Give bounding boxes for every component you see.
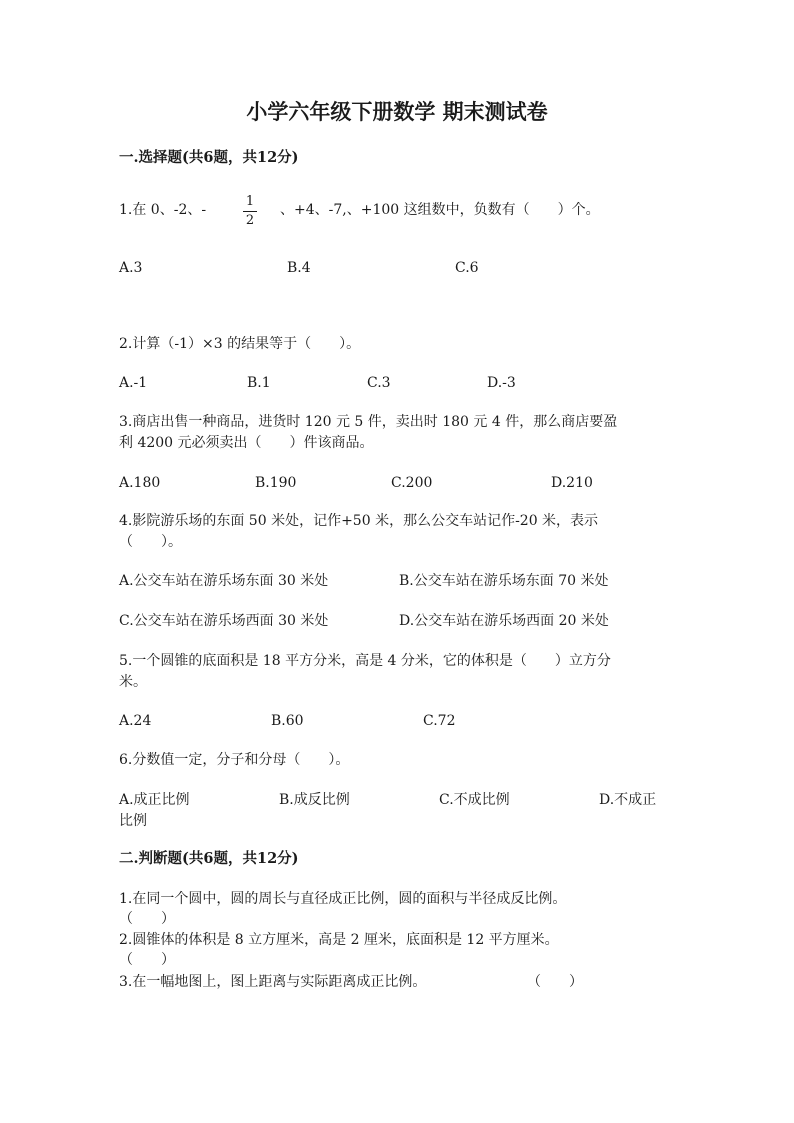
q1-option-b: B.4: [287, 260, 311, 276]
q3-option-d: D.210: [551, 475, 593, 491]
tf-question-2-blank: （ ）: [119, 952, 175, 968]
q2-option-b: B.1: [247, 375, 271, 391]
q2-option-a: A.-1: [119, 375, 148, 391]
q5-option-c: C.72: [423, 713, 456, 729]
q6-option-d-wrap: 比例: [119, 813, 147, 829]
q3-option-a: A.180: [119, 475, 161, 491]
q6-option-d: D.不成正: [599, 792, 657, 808]
section-heading-true-false: 二.判断题(共6题，共12分): [119, 850, 299, 867]
page-title: 小学六年级下册数学 期末测试卷: [246, 99, 548, 124]
question-5-stem-line2: 米。: [119, 674, 147, 690]
q4-option-c: C.公交车站在游乐场西面 30 米处: [119, 613, 329, 629]
question-2-stem: 2.计算（-1）×3 的结果等于（ ）。: [119, 336, 361, 352]
q4-option-a: A.公交车站在游乐场东面 30 米处: [119, 573, 329, 589]
q2-option-d: D.-3: [487, 375, 516, 391]
question-1-stem-cont: 、+4、-7,、+100 这组数中，负数有（ ）个。: [280, 202, 600, 218]
q1-option-a: A.3: [119, 260, 143, 276]
q1-option-c: C.6: [455, 260, 479, 276]
fraction-one-half: [242, 195, 258, 228]
fraction-numerator: 1: [245, 194, 255, 209]
q6-option-b: B.成反比例: [279, 792, 350, 808]
q2-option-c: C.3: [367, 375, 391, 391]
q4-option-b: B.公交车站在游乐场东面 70 米处: [399, 573, 609, 589]
question-5-stem-line1: 5.一个圆锥的底面积是 18 平方分米，高是 4 分米，它的体积是（ ）立方分: [119, 653, 611, 669]
question-4-stem-line2: （ ）。: [119, 534, 182, 550]
tf-question-3-line1: 3.在一幅地图上，图上距离与实际距离成正比例。: [119, 974, 427, 990]
q5-option-a: A.24: [119, 713, 152, 729]
q4-option-d: D.公交车站在游乐场西面 20 米处: [399, 613, 609, 629]
tf-question-1-line1: 1.在同一个圆中，圆的周长与直径成正比例，圆的面积与半径成反比例。: [119, 891, 567, 907]
q6-option-a: A.成正比例: [119, 792, 190, 808]
q6-option-c: C.不成比例: [439, 792, 510, 808]
question-1-stem: 1.在 0、-2、-: [119, 202, 207, 218]
question-4-stem-line1: 4.影院游乐场的东面 50 米处，记作+50 米，那么公交车站记作-20 米，表示: [119, 513, 599, 529]
question-6-stem: 6.分数值一定，分子和分母（ ）。: [119, 752, 350, 768]
tf-question-3-blank: （ ）: [527, 974, 583, 990]
q3-option-c: C.200: [391, 475, 433, 491]
q3-option-b: B.190: [255, 475, 297, 491]
fraction-bar: [243, 211, 257, 212]
section-heading-multiple-choice: 一.选择题(共6题，共12分): [119, 149, 299, 166]
question-3-stem-line2: 利 4200 元必须卖出（ ）件该商品。: [119, 435, 374, 451]
q5-option-b: B.60: [271, 713, 304, 729]
fraction-denominator: 2: [245, 213, 255, 228]
question-3-stem-line1: 3.商店出售一种商品，进货时 120 元 5 件，卖出时 180 元 4 件，那么商店要盈: [119, 414, 618, 430]
tf-question-1-blank: （ ）: [119, 911, 175, 927]
tf-question-2-line1: 2.圆锥体的体积是 8 立方厘米，高是 2 厘米，底面积是 12 平方厘米。: [119, 932, 559, 948]
